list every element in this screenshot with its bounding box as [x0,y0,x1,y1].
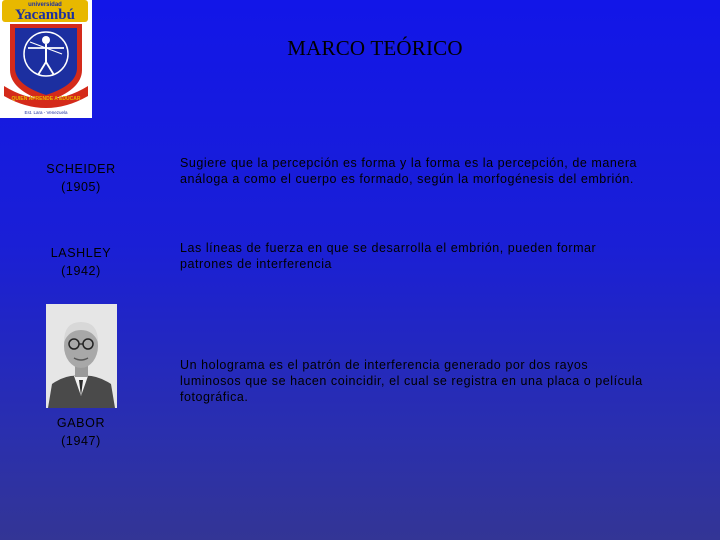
portrait-photo-icon [46,304,117,408]
author-scheider [6,160,156,196]
logo-footer-text: Est. Lara - Venezuela [24,110,68,115]
logo-brand-text: Yacambú [14,7,76,23]
author-gabor [6,414,156,450]
description-gabor: Un holograma es el patrón de interferencia generado por dos rayos luminosos que se hacen coincidir, el cual se registra en una placa o película fotográfica. [180,358,643,404]
logo-top-text: universidad [28,2,62,8]
author-name: GABOR [56,416,106,430]
author-name: LASHLEY [50,246,112,260]
author-name: SCHEIDER [46,162,116,176]
university-logo [0,0,92,118]
logo-ribbon-text: QUIEN APRENDE A EDUCAR [11,96,81,102]
author-year: (1942) [61,264,101,278]
description-lashley: Las líneas de fuerza en que se desarrolla el embrión, pueden formar patrones de interferencia [180,241,597,271]
university-crest-icon [0,0,92,118]
slide-title: MARCO TEÓRICO [287,36,463,60]
description-scheider: Sugiere que la percepción es forma y la forma es la percepción, de manera análoga a como el cuerpo es formado, según la morfogénesis del embrión. [180,156,638,186]
author-year: (1947) [61,434,101,448]
author-lashley [6,244,156,280]
gabor-portrait [46,304,117,408]
author-year: (1905) [61,180,101,194]
